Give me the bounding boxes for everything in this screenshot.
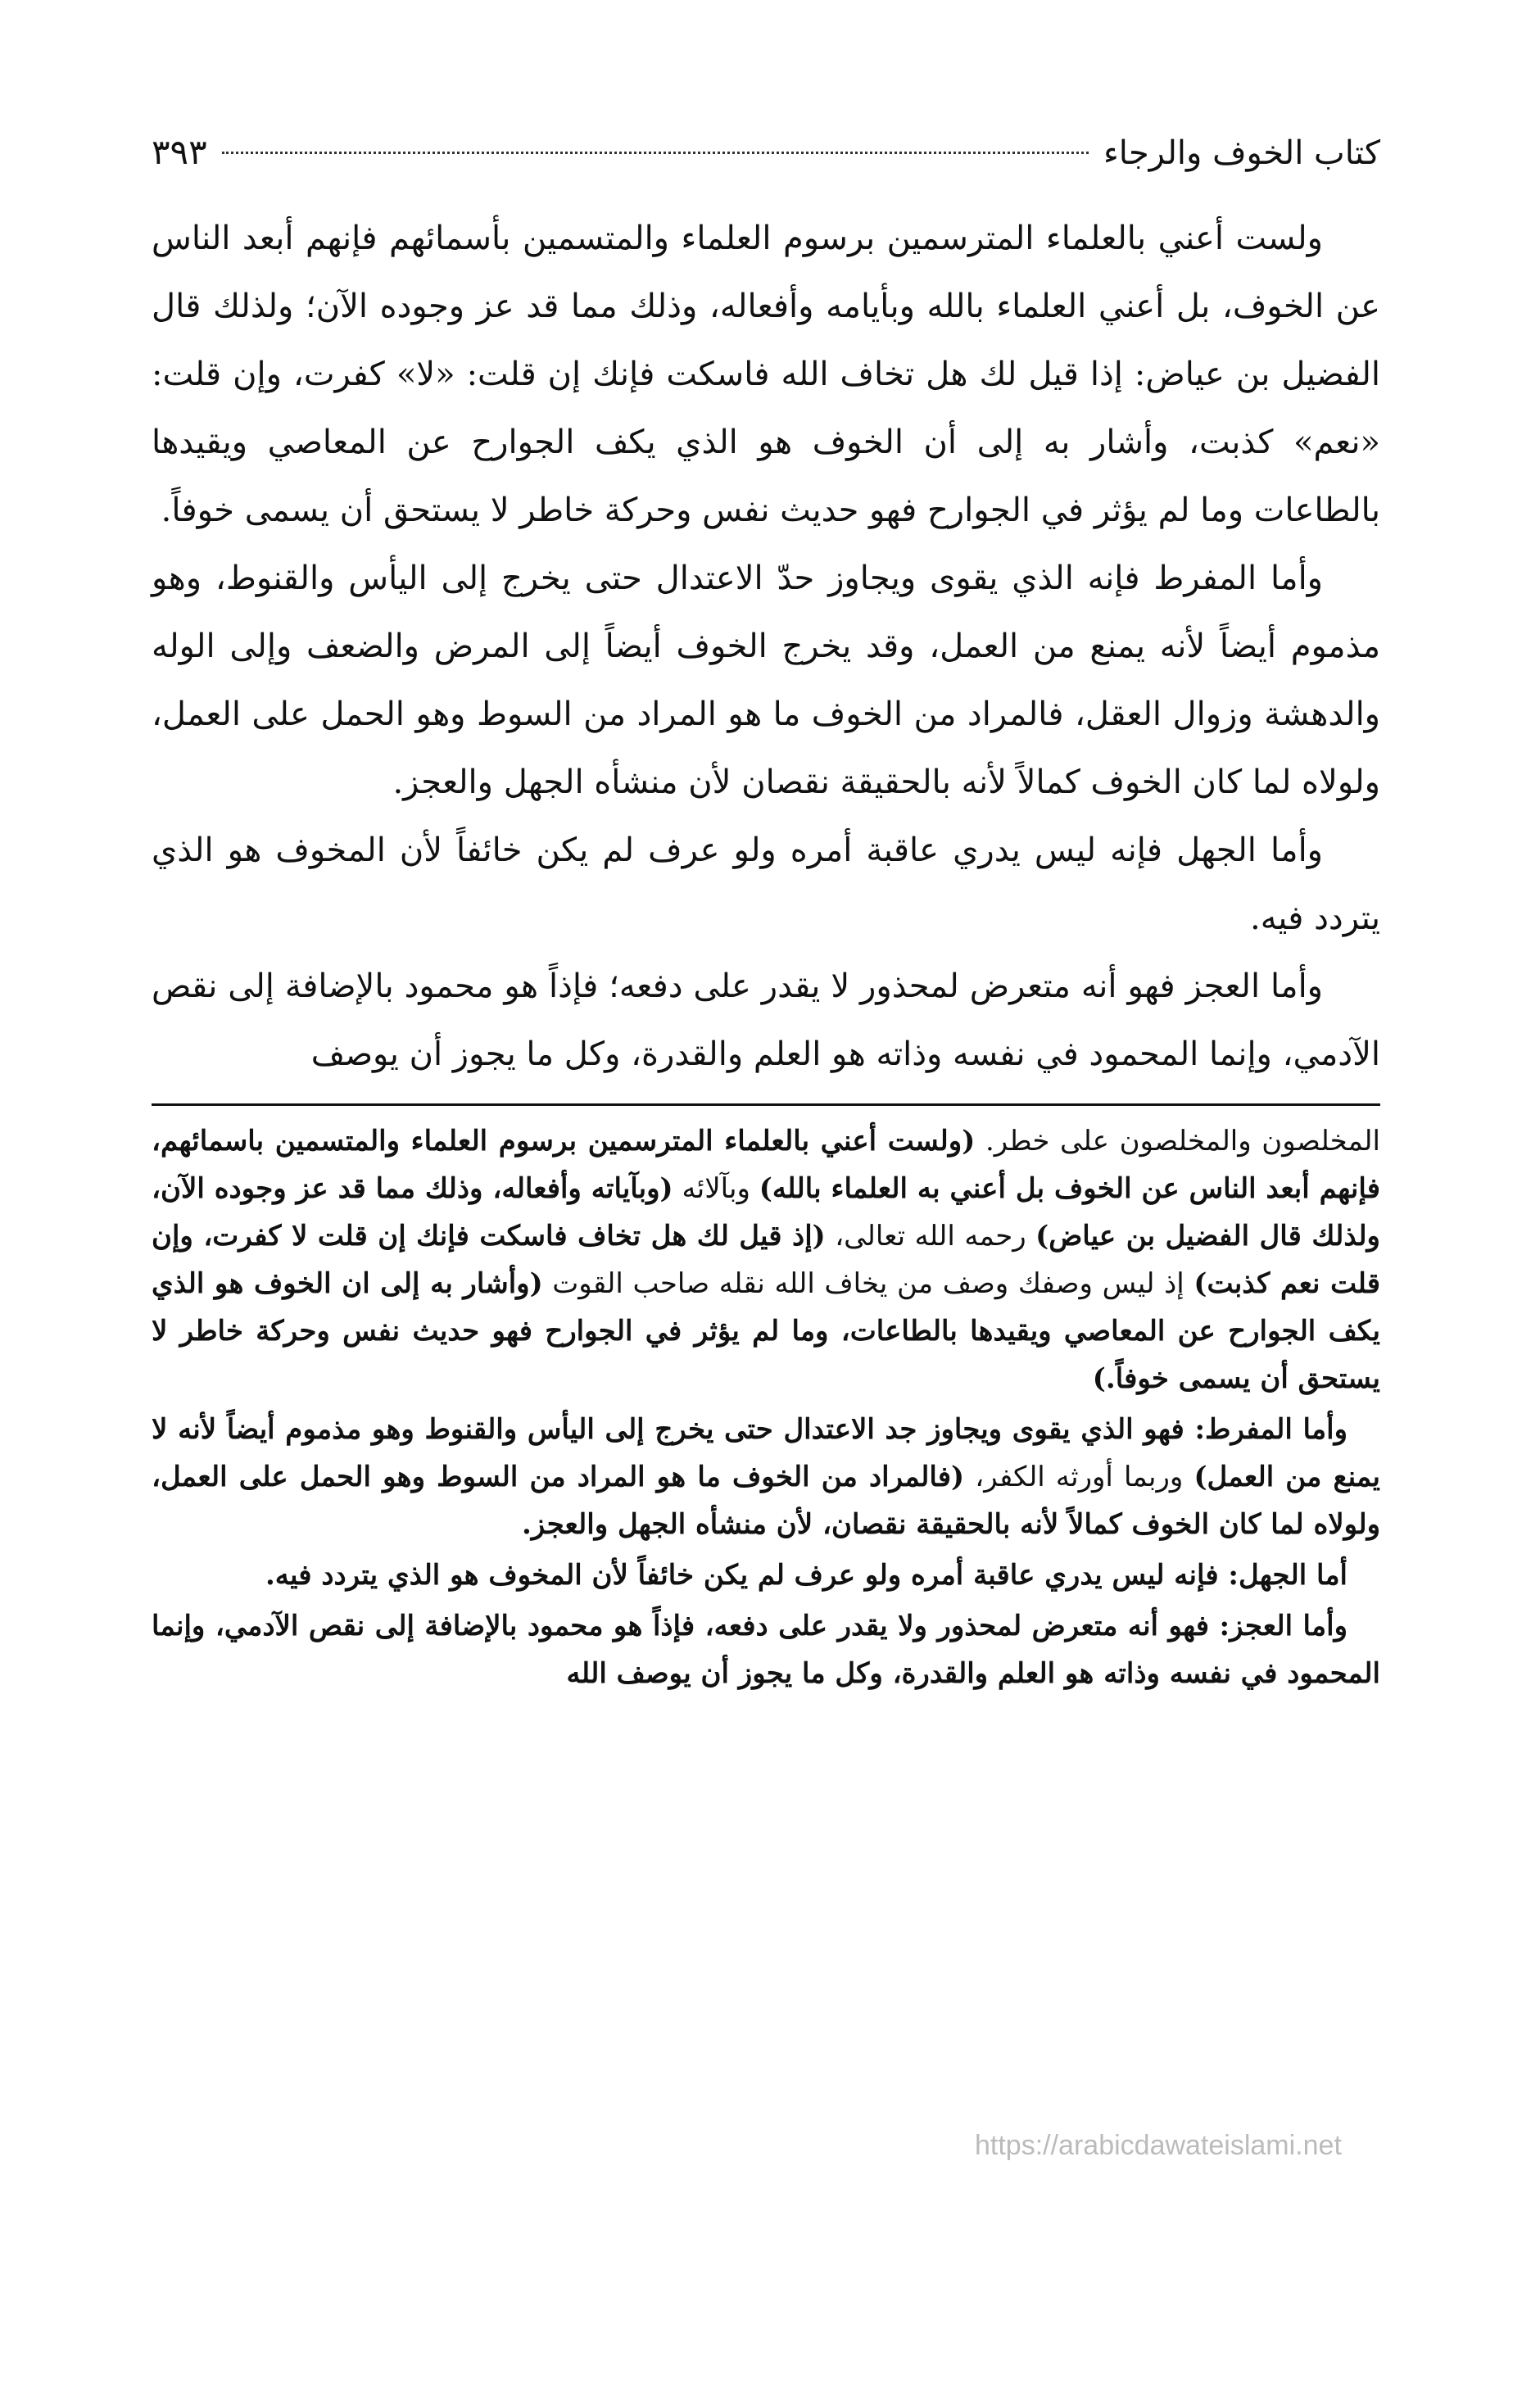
- running-header: [152, 123, 1380, 182]
- commentary-text: وربما أورثه الكفر،: [975, 1461, 1184, 1493]
- dotted-leader: [222, 152, 1089, 154]
- quoted-text: (فالمراد من الخوف ما هو المراد من السوط وهو الحمل على العمل، ولولاه لما كان الخوف كمالاً لأنه بالحقيقة نقصان، لأن منشأه الجهل والعجز.: [152, 1461, 1380, 1541]
- page-number: ٣٩٣: [152, 132, 207, 172]
- commentary-section: [152, 1117, 1380, 1697]
- quoted-text: (إذ قيل لك هل تخاف فاسكت فإنك إن قلت لا كفرت، وإن قلت نعم كذبت): [152, 1220, 1381, 1300]
- main-paragraph: وأما الجهل فإنه ليس يدري عاقبة أمره ولو عرف لم يكن خائفاً لأن المخوف هو الذي يتردد فيه.: [152, 831, 1380, 937]
- book-page: [152, 123, 1380, 2269]
- book-title: كتاب الخوف والرجاء: [1103, 134, 1380, 172]
- main-text: [152, 205, 1380, 1089]
- quoted-text: (وبآياته وأفعاله، وذلك مما قد عز وجوده الآن، ولذلك قال الفضيل بن عياض): [152, 1172, 1380, 1253]
- commentary-paragraph: أما الجهل: فإنه ليس يدري عاقبة أمره ولو عرف لم يكن خائفاً لأن المخوف هو الذي يتردد فيه.: [265, 1559, 1348, 1592]
- main-paragraph: ولست أعني بالعلماء المترسمين برسوم العلماء والمتسمين بأسمائهم فإنهم أبعد الناس عن الخوف، بل أعني العلماء بالله وبأيامه وأفعاله، وذلك مما قد عز وجوده الآن؛ ولذلك قال الفضيل بن عياض: إذا قيل لك هل تخاف الله فاسكت فإنك إن قلت: «لا» كفرت، وإن قلت: «نعم» كذبت، وأشار به إلى أن الخوف هو الذي يكف الجوارح عن المعاصي ويقيدها بالطاعات وما لم يؤثر في الجوارح فهو حديث نفس وحركة خاطر لا يستحق أن يسمى خوفاً.: [152, 220, 1380, 529]
- quoted-text: (وأشار به إلى ان الخوف هو الذي يكف الجوارح عن المعاصي ويقيدها بالطاعات، وما لم يؤثر في الجوارح فهو حديث نفس وحركة خاطر لا يستحق أن يسمى خوفاً.): [152, 1267, 1380, 1395]
- site-watermark: https://arabicdawateislami.net: [975, 2130, 1342, 2161]
- commentary-paragraph: [152, 1117, 1380, 1402]
- commentary-text: وبآلائه: [682, 1172, 750, 1205]
- main-paragraph: وأما العجز فهو أنه متعرض لمحذور لا يقدر على دفعه؛ فإذاً هو محمود بالإضافة إلى نقص الآدمي، وإنما المحمود في نفسه وذاته هو العلم والقدرة، وكل ما يجوز أن يوصف: [152, 967, 1380, 1073]
- footnote-divider: [152, 1103, 1380, 1106]
- quoted-text: (ولست أعني بالعلماء المترسمين برسوم العلماء والمتسمين باسمائهم، فإنهم أبعد الناس عن الخوف بل أعني به العلماء بالله): [152, 1125, 1380, 1205]
- commentary-text: المخلصون والمخلصون على خطر.: [985, 1125, 1380, 1158]
- commentary-text: إذ ليس وصفك وصف من يخاف الله نقله صاحب القوت: [552, 1267, 1184, 1300]
- main-paragraph: وأما المفرط فإنه الذي يقوى ويجاوز حدّ الاعتدال حتى يخرج إلى اليأس والقنوط، وهو مذموم أيضاً لأنه يمنع من العمل، وقد يخرج الخوف أيضاً إلى المرض والضعف وإلى الوله والدهشة وزوال العقل، فالمراد من الخوف ما هو المراد من السوط وهو الحمل على العمل، ولولاه لما كان الخوف كمالاً لأنه بالحقيقة نقصان لأن منشأه الجهل والعجز.: [152, 560, 1381, 801]
- commentary-paragraph: [152, 1406, 1380, 1548]
- commentary-text: رحمه الله تعالى،: [835, 1220, 1026, 1253]
- quoted-text: وأما المفرط: فهو الذي يقوى ويجاوز جد الاعتدال حتى يخرج إلى اليأس والقنوط وهو مذموم أيضاً لأنه لا يمنع من العمل): [152, 1413, 1381, 1493]
- commentary-paragraph: وأما العجز: فهو أنه متعرض لمحذور ولا يقدر على دفعه، فإذاً هو محمود بالإضافة إلى نقص الآدمي، وإنما المحمود في نفسه وذاته هو العلم والقدرة، وكل ما يجوز أن يوصف الله: [152, 1610, 1380, 1690]
